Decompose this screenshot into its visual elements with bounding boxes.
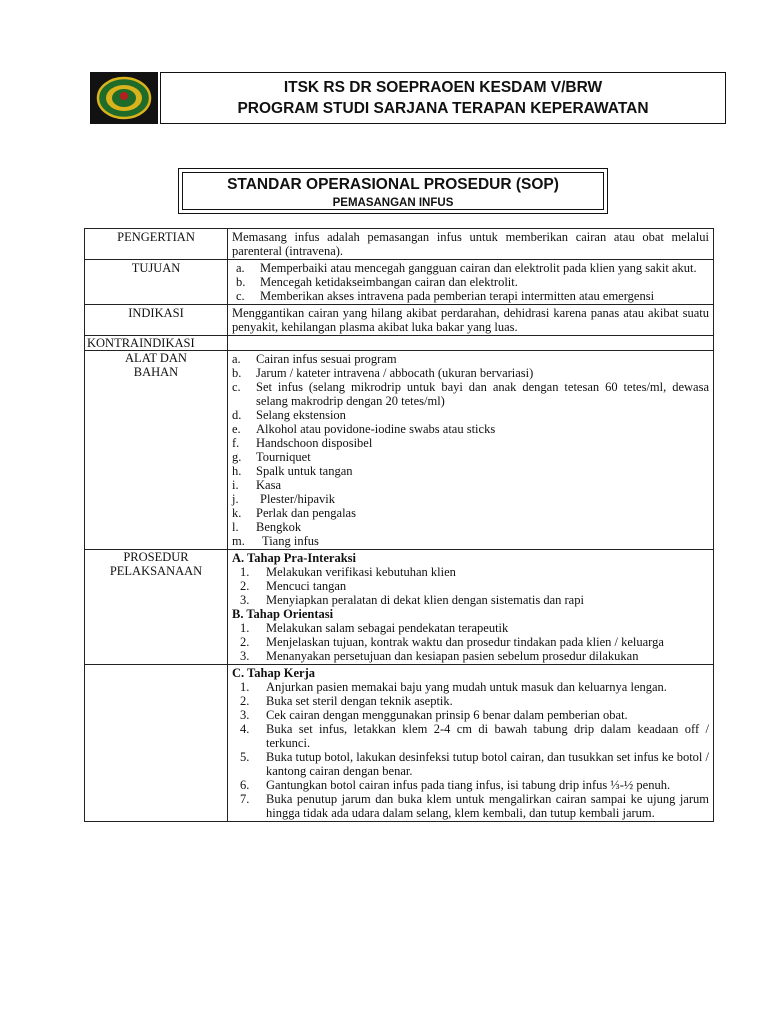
list-item: g. Tourniquet bbox=[232, 450, 311, 464]
list-item: a. Memperbaiki atau mencegah gangguan cairan dan elektrolit pada klien yang sakit akut. bbox=[236, 261, 697, 275]
list-item: a. Cairan infus sesuai program bbox=[232, 352, 397, 366]
list-item: 6. Gantungkan botol cairan infus pada tiang infus, isi tabung drip infus ⅓-½ penuh. bbox=[240, 778, 671, 792]
sop-table bbox=[84, 228, 714, 822]
list-item: 3. Cek cairan dengan menggunakan prinsip 6 benar dalam pemberian obat. bbox=[240, 708, 628, 722]
institution-emblem-icon bbox=[96, 76, 152, 120]
list-item: m. Tiang infus bbox=[232, 534, 319, 548]
prosedur-kerja bbox=[228, 665, 714, 822]
list-item: j. Plester/hipavik bbox=[232, 492, 335, 506]
list-item: i. Kasa bbox=[232, 478, 281, 492]
institution-title-box bbox=[160, 72, 726, 124]
label-alat: ALAT DAN BAHAN bbox=[85, 351, 228, 550]
alat-list bbox=[228, 351, 714, 550]
list-item: k. Perlak dan pengalas bbox=[232, 506, 356, 520]
label-prosedur: PROSEDUR PELAKSANAAN bbox=[85, 550, 228, 665]
list-item: 1. Anjurkan pasien memakai baju yang mudah untuk masuk dan keluarnya lengan. bbox=[240, 680, 667, 694]
kontraindikasi-text bbox=[228, 336, 714, 351]
row-tujuan bbox=[85, 260, 714, 305]
indikasi-text: Menggantikan cairan yang hilang akibat perdarahan, dehidrasi karena panas atau akibat suatu penyakit, kehilangan plasma akibat luka bakar yang luas. bbox=[228, 305, 714, 336]
list-item: 5. Buka tutup botol, lakukan desinfeksi tutup botol cairan, dan tusukkan set infus ke botol / kantong cairan dengan benar. bbox=[240, 750, 709, 778]
list-item: 7. Buka penutup jarum dan buka klem untuk mengalirkan cairan sampai ke ujung jarum hingga tidak ada udara dalam selang, klem kembali, dan tutup kembali jarum. bbox=[240, 792, 709, 820]
sop-subtitle: PEMASANGAN INFUS bbox=[332, 197, 454, 209]
list-item: b. Mencegah ketidakseimbangan cairan dan elektrolit. bbox=[236, 275, 518, 289]
list-item: 1. Melakukan salam sebagai pendekatan terapeutik bbox=[240, 621, 509, 635]
list-item: d. Selang ekstension bbox=[232, 408, 346, 422]
tujuan-list bbox=[228, 260, 714, 305]
row-kontraindikasi bbox=[85, 336, 714, 351]
list-item: 3. Menanyakan persetujuan dan kesiapan pasien sebelum prosedur dilakukan bbox=[240, 649, 639, 663]
program-name: PROGRAM STUDI SARJANA TERAPAN KEPERAWATAN bbox=[237, 100, 649, 117]
sop-title-box bbox=[178, 168, 608, 214]
pengertian-text: Memasang infus adalah pemasangan infus untuk memberikan cairan atau obat melalui parenteral (intravena). bbox=[228, 229, 714, 260]
document-header bbox=[90, 72, 726, 124]
row-alat bbox=[85, 351, 714, 550]
prosedur-pra-orientasi bbox=[228, 550, 714, 665]
label-pengertian: PENGERTIAN bbox=[85, 229, 228, 260]
list-item: 1. Melakukan verifikasi kebutuhan klien bbox=[240, 565, 456, 579]
label-empty bbox=[85, 665, 228, 822]
list-item: f. Handschoon disposibel bbox=[232, 436, 373, 450]
sop-title: STANDAR OPERASIONAL PROSEDUR (SOP) bbox=[227, 176, 559, 193]
logo bbox=[90, 72, 158, 124]
row-prosedur bbox=[85, 550, 714, 665]
list-item: h. Spalk untuk tangan bbox=[232, 464, 353, 478]
list-item: e. Alkohol atau povidone-iodine swabs atau sticks bbox=[232, 422, 496, 436]
section-title: C. Tahap Kerja bbox=[232, 666, 316, 680]
row-indikasi bbox=[85, 305, 714, 336]
section-title: A. Tahap Pra-Interaksi bbox=[232, 551, 356, 565]
section-title: B. Tahap Orientasi bbox=[232, 607, 334, 621]
list-item: 3. Menyiapkan peralatan di dekat klien dengan sistematis dan rapi bbox=[240, 593, 584, 607]
list-item: l. Bengkok bbox=[232, 520, 302, 534]
label-kontraindikasi: KONTRAINDIKASI bbox=[85, 336, 228, 351]
list-item: 4. Buka set infus, letakkan klem 2-4 cm di bawah tabung drip dalam keadaan off / terkunci. bbox=[240, 722, 709, 750]
list-item: 2. Menjelaskan tujuan, kontrak waktu dan prosedur tindakan pada klien / keluarga bbox=[240, 635, 664, 649]
list-item: 2. Mencuci tangan bbox=[240, 579, 347, 593]
list-item: c. Set infus (selang mikrodrip untuk bayi dan anak dengan tetesan 60 tetes/ml, dewasa selang makrodrip dengan 20 tetes/ml) bbox=[232, 380, 709, 408]
label-tujuan: TUJUAN bbox=[85, 260, 228, 305]
list-item: c. Memberikan akses intravena pada pemberian terapi intermitten atau emergensi bbox=[236, 289, 655, 303]
list-item: 2. Buka set steril dengan teknik aseptik. bbox=[240, 694, 453, 708]
row-prosedur-kerja bbox=[85, 665, 714, 822]
list-item: b. Jarum / kateter intravena / abbocath (ukuran bervariasi) bbox=[232, 366, 534, 380]
institution-name: ITSK RS DR SOEPRAOEN KESDAM V/BRW bbox=[283, 79, 603, 96]
row-pengertian bbox=[85, 229, 714, 260]
label-indikasi: INDIKASI bbox=[85, 305, 228, 336]
